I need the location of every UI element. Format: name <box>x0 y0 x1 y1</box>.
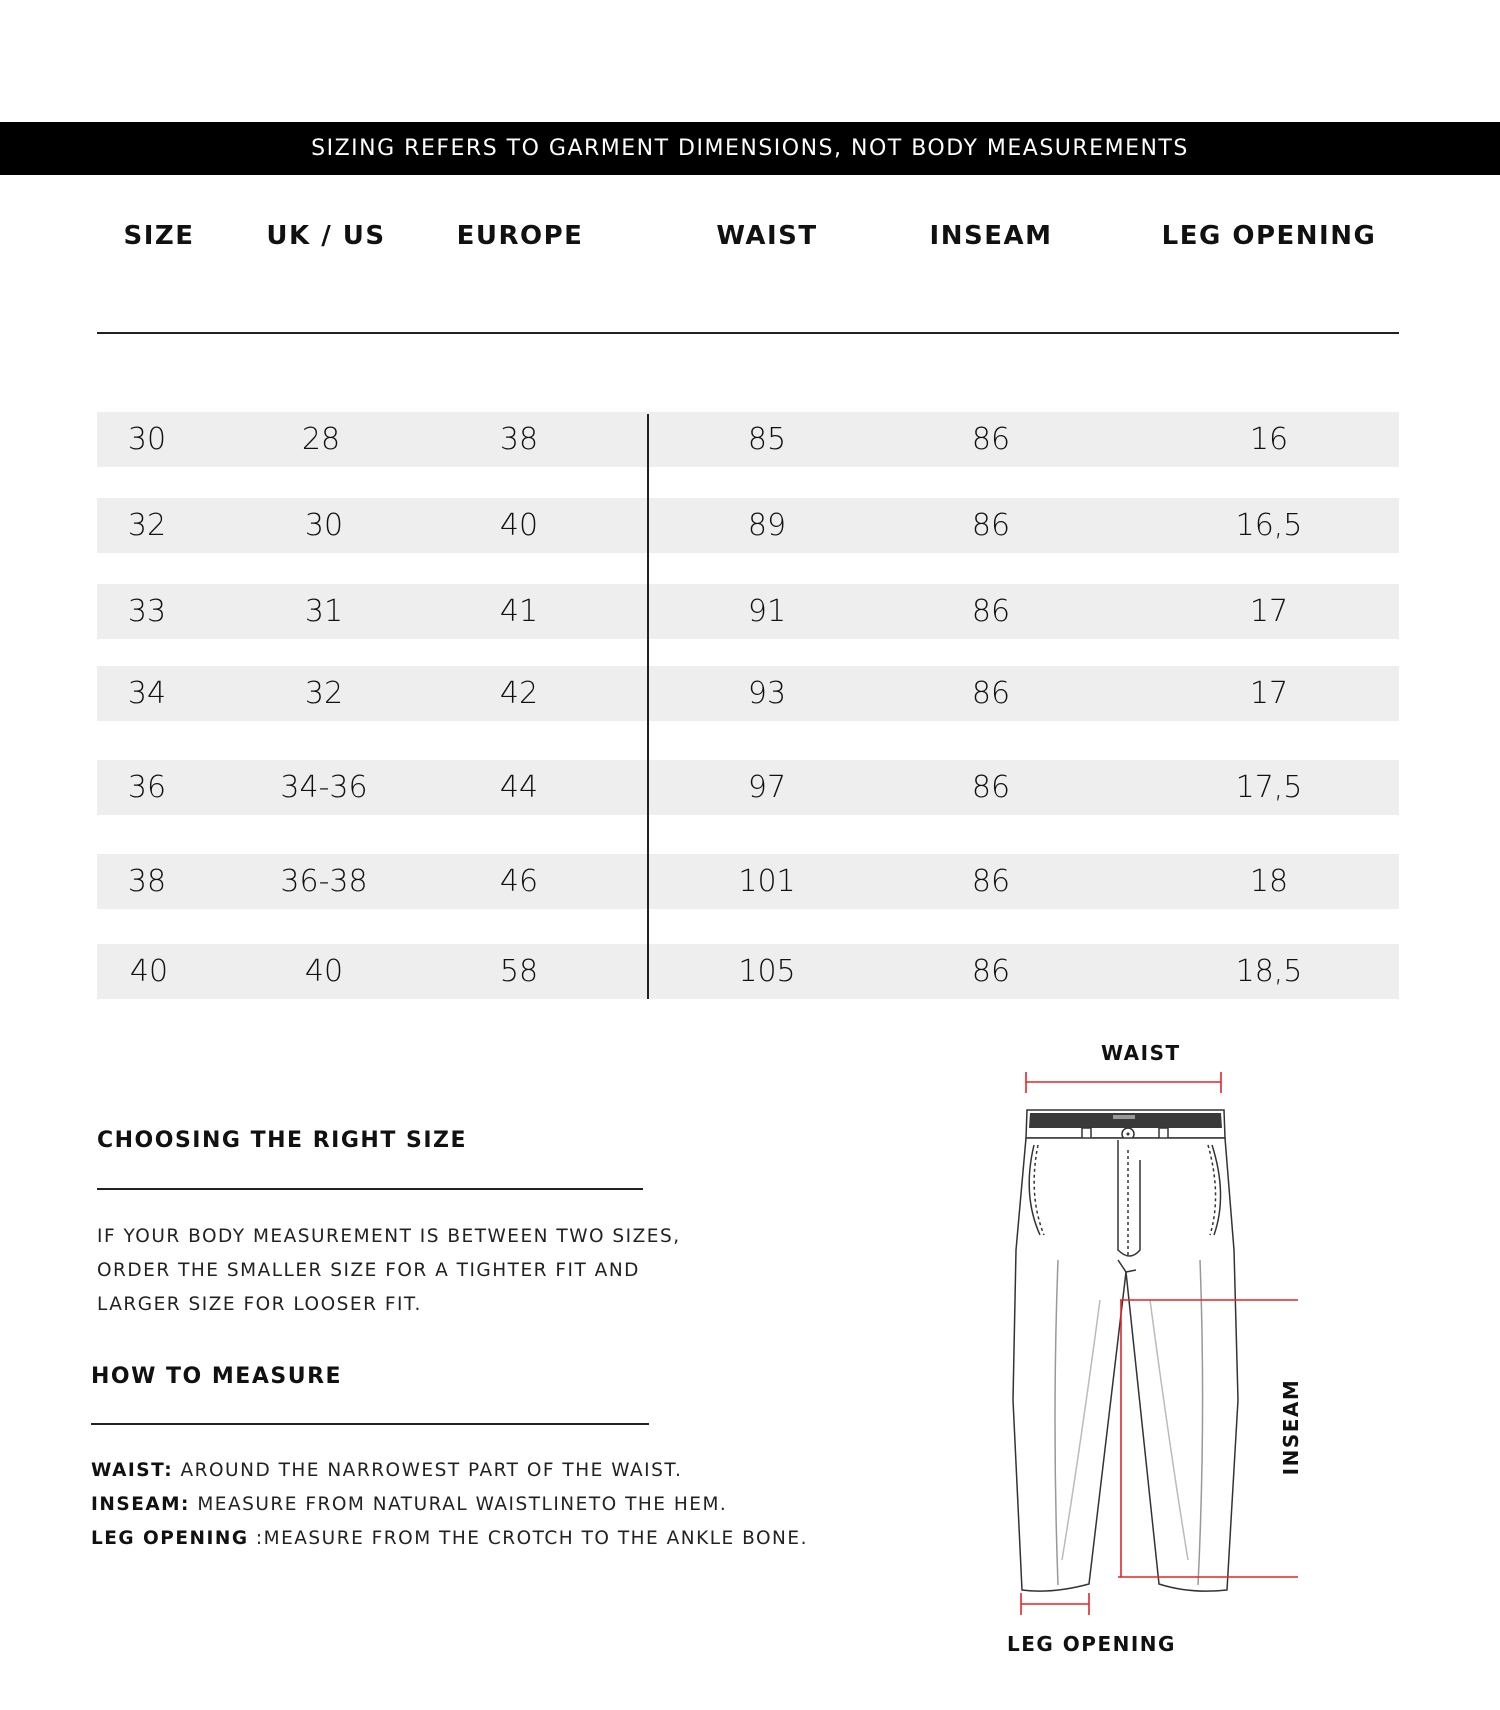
cell-waist: 105 <box>738 954 796 989</box>
diagram-inseam-label: INSEAM <box>1279 1378 1303 1476</box>
choosing-text <box>97 1220 681 1322</box>
choosing-line: IF YOUR BODY MEASUREMENT IS BETWEEN TWO SIZES, <box>97 1226 681 1247</box>
sizing-banner <box>0 122 1500 175</box>
cell-leg-opening: 16,5 <box>1235 508 1303 543</box>
cell-uk-us: 30 <box>304 508 344 543</box>
how-to-measure-text <box>91 1454 808 1556</box>
cell-europe: 58 <box>499 954 539 989</box>
cell-europe: 44 <box>499 770 539 805</box>
cell-uk-us: 36-38 <box>280 864 368 899</box>
header-size: SIZE <box>123 221 195 251</box>
header-leg-opening: LEG OPENING <box>1161 221 1377 251</box>
inseam-instruction <box>91 1488 808 1522</box>
diagram-waist-label: WAIST <box>1101 1041 1181 1065</box>
cell-waist: 93 <box>747 676 787 711</box>
choosing-divider <box>97 1188 643 1190</box>
cell-europe: 46 <box>499 864 539 899</box>
header-waist: WAIST <box>716 221 818 251</box>
cell-inseam: 86 <box>971 594 1011 629</box>
leg-opening-instruction <box>91 1522 808 1556</box>
inseam-term: INSEAM: <box>91 1494 190 1515</box>
cell-size: 38 <box>127 864 167 899</box>
cell-inseam: 86 <box>971 676 1011 711</box>
cell-size: 34 <box>127 676 167 711</box>
waist-description: AROUND THE NARROWEST PART OF THE WAIST. <box>173 1460 683 1481</box>
header-inseam: INSEAM <box>929 221 1053 251</box>
cell-size: 30 <box>127 422 167 457</box>
cell-waist: 89 <box>747 508 787 543</box>
leg-opening-measure-line <box>1021 1593 1089 1615</box>
how-to-measure-title: HOW TO MEASURE <box>91 1364 343 1389</box>
diagram-leg-opening-label: LEG OPENING <box>1007 1632 1176 1656</box>
header-europe: EUROPE <box>456 221 584 251</box>
cell-inseam: 86 <box>971 770 1011 805</box>
banner-text: SIZING REFERS TO GARMENT DIMENSIONS, NOT BODY MEASUREMENTS <box>311 136 1189 161</box>
cell-size: 33 <box>127 594 167 629</box>
column-divider <box>647 414 649 999</box>
cell-waist: 85 <box>747 422 787 457</box>
cell-europe: 41 <box>499 594 539 629</box>
cell-uk-us: 34-36 <box>280 770 368 805</box>
cell-uk-us: 28 <box>301 422 341 457</box>
cell-leg-opening: 17 <box>1249 676 1289 711</box>
how-to-measure-divider <box>91 1423 649 1425</box>
cell-inseam: 86 <box>971 508 1011 543</box>
cell-leg-opening: 18 <box>1249 864 1289 899</box>
cell-europe: 40 <box>499 508 539 543</box>
header-divider <box>97 332 1399 334</box>
cell-leg-opening: 17 <box>1249 594 1289 629</box>
cell-leg-opening: 18,5 <box>1235 954 1303 989</box>
cell-inseam: 86 <box>971 864 1011 899</box>
cell-uk-us: 32 <box>304 676 344 711</box>
cell-size: 32 <box>127 508 167 543</box>
waist-instruction <box>91 1454 808 1488</box>
trouser-body <box>1013 1138 1238 1591</box>
cell-europe: 42 <box>499 676 539 711</box>
cell-waist: 101 <box>738 864 796 899</box>
cell-size: 36 <box>127 770 167 805</box>
choosing-line: LARGER SIZE FOR LOOSER FIT. <box>97 1294 422 1315</box>
cell-waist: 91 <box>747 594 787 629</box>
cell-inseam: 86 <box>971 422 1011 457</box>
cell-waist: 97 <box>747 770 787 805</box>
cell-leg-opening: 16 <box>1249 422 1289 457</box>
header-uk-us: UK / US <box>266 221 386 251</box>
cell-uk-us: 40 <box>304 954 344 989</box>
trousers-diagram <box>990 1055 1310 1615</box>
cell-leg-opening: 17,5 <box>1235 770 1303 805</box>
inseam-description: MEASURE FROM NATURAL WAISTLINETO THE HEM. <box>189 1494 728 1515</box>
cell-uk-us: 31 <box>304 594 344 629</box>
waist-term: WAIST: <box>91 1460 174 1481</box>
cell-inseam: 86 <box>971 954 1011 989</box>
choosing-title: CHOOSING THE RIGHT SIZE <box>97 1128 467 1153</box>
leg-opening-description: :MEASURE FROM THE CROTCH TO THE ANKLE BONE. <box>248 1528 808 1549</box>
leg-opening-term: LEG OPENING <box>91 1528 249 1549</box>
cell-europe: 38 <box>499 422 539 457</box>
waist-measure-line <box>1026 1072 1221 1093</box>
choosing-line: ORDER THE SMALLER SIZE FOR A TIGHTER FIT AND <box>97 1260 640 1281</box>
cell-size: 40 <box>129 954 169 989</box>
